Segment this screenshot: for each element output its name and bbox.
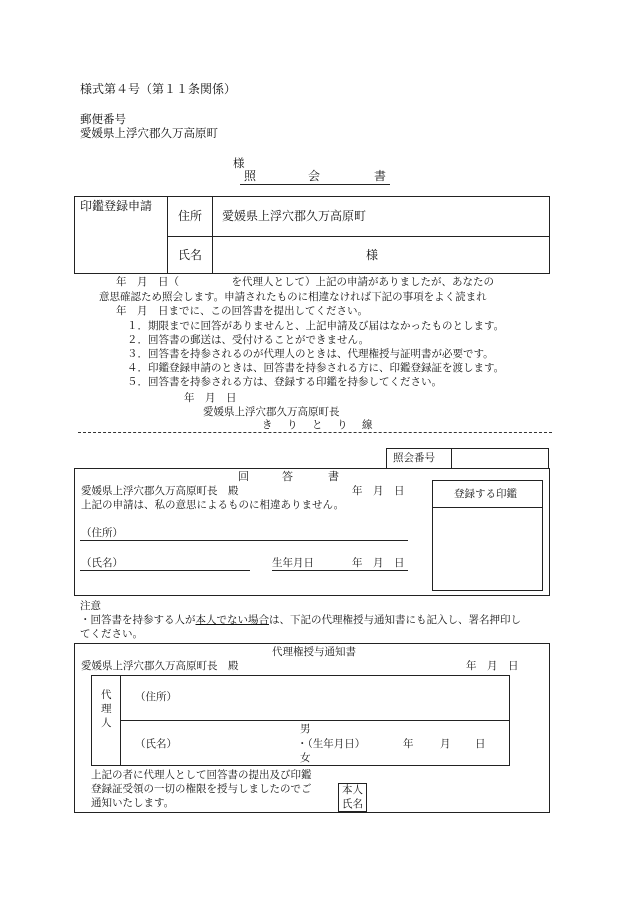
proxy-title: 代理権授与通知書 <box>272 646 356 658</box>
proxy-addressee: 愛媛県上浮穴郡久万高原町長 殿 <box>81 660 239 672</box>
caution-text: ・回答書を持参する人が <box>80 614 196 626</box>
cut-line-char: り <box>287 419 298 431</box>
proxy-address-label: （住所） <box>135 691 177 703</box>
seal-application-label: 印鑑登録申請 <box>80 199 153 213</box>
caution-line <box>80 614 521 627</box>
answer-birth-line <box>272 570 408 571</box>
proxy-name-label: （氏名） <box>135 738 177 750</box>
proxy-birth-year: 年 <box>403 738 414 750</box>
proxy-text-line: 通知いたします。 <box>91 797 175 809</box>
title-underline <box>240 184 390 185</box>
proxy-side-char: 人 <box>101 717 112 729</box>
cut-line-char: き <box>262 419 273 431</box>
answer-title-char: 答 <box>282 470 293 483</box>
body-line: 年 月 日（ を代理人として）上記の申請がありましたが、あなたの <box>116 276 494 288</box>
caution-emphasis: 本人でない場合 <box>195 614 269 626</box>
proxy-text-line: 登録証受領の一切の権限を授与しましたのでご <box>91 783 312 795</box>
signer-label: 氏名 <box>342 798 363 810</box>
cut-line <box>78 432 552 433</box>
proxy-table-divider <box>120 720 510 721</box>
reference-divider <box>451 448 452 469</box>
note-item: ４．印鑑登録申請のときは、回答書を持参される方に、印鑑登録証を渡します。 <box>127 362 505 374</box>
issuer: 愛媛県上浮穴郡久万高原町長 <box>203 406 340 418</box>
note-item: １．期限までに回答がありませんと、上記申請及び届はなかったものとします。 <box>127 320 505 332</box>
seal-label: 登録する印鑑 <box>454 488 517 500</box>
caution-label: 注意 <box>80 600 101 612</box>
title-char: 書 <box>374 169 387 183</box>
recipient-address: 愛媛県上浮穴郡久万高原町 <box>80 126 218 140</box>
answer-birth-label: 生年月日 <box>272 557 314 569</box>
table-divider <box>212 196 213 274</box>
proxy-side-char: 理 <box>101 703 112 715</box>
answer-address-line <box>80 540 408 541</box>
cut-line-char: と <box>312 419 323 431</box>
body-line: 意思確認ため照会します。申請されたものに相違なければ下記の事項をよく読まれ <box>99 291 487 303</box>
postal-code-label: 郵便番号 <box>80 112 126 126</box>
note-item: ３．回答書を持参されるのが代理人のときは、代理権授与証明書が必要です。 <box>127 348 494 360</box>
gender-male: 男 <box>300 723 311 735</box>
address-label: 住所 <box>178 209 203 223</box>
caution-text: は、下記の代理権授与通知書にも記入し、署名押印し <box>269 614 521 626</box>
title-char: 会 <box>308 169 321 183</box>
seal-box-divider <box>432 507 543 508</box>
address-value: 愛媛県上浮穴郡久万高原町 <box>222 209 367 223</box>
answer-date: 年 月 日 <box>352 485 405 497</box>
issue-date: 年 月 日 <box>184 392 237 404</box>
gender-female: 女 <box>300 752 311 764</box>
name-suffix: 様 <box>366 248 379 262</box>
answer-address-label: （住所） <box>81 527 123 539</box>
answer-title-char: 回 <box>238 470 249 483</box>
proxy-birth-label: ・（生年月日） <box>297 738 366 750</box>
reference-number-label: 照会番号 <box>393 452 435 464</box>
caution-line-2: てください。 <box>80 628 143 640</box>
cut-line-char: り <box>337 419 348 431</box>
answer-name-label: （氏名） <box>81 557 123 569</box>
table-divider <box>167 236 550 237</box>
proxy-date: 年 月 日 <box>466 660 519 672</box>
body-line: 年 月 日までに、この回答書を提出してください。 <box>116 305 368 317</box>
answer-birth-value: 年 月 日 <box>352 557 405 569</box>
table-divider <box>167 196 168 274</box>
note-item: ２．回答書の郵送は、受付けることができません。 <box>127 334 370 346</box>
proxy-text-line: 上記の者に代理人として回答書の提出及び印鑑 <box>91 769 312 781</box>
proxy-birth-month: 月 <box>440 738 451 750</box>
proxy-birth-day: 日 <box>475 738 486 750</box>
cut-line-char: 線 <box>362 419 373 431</box>
salutation: 様 <box>233 156 245 170</box>
title-char: 照 <box>244 169 257 183</box>
answer-addressee: 愛媛県上浮穴郡久万高原町長 殿 <box>81 485 239 497</box>
answer-title-char: 書 <box>328 470 339 483</box>
answer-name-line <box>80 570 250 571</box>
answer-statement: 上記の申請は、私の意思によるものに相違ありません。 <box>81 499 345 511</box>
note-item: ５．回答書を持参される方は、登録する印鑑を持参してください。 <box>127 376 442 388</box>
proxy-side-char: 代 <box>101 689 112 701</box>
form-number: 様式第４号（第１１条関係） <box>80 82 237 96</box>
signer-label: 本人 <box>342 784 363 796</box>
name-label: 氏名 <box>178 248 203 262</box>
